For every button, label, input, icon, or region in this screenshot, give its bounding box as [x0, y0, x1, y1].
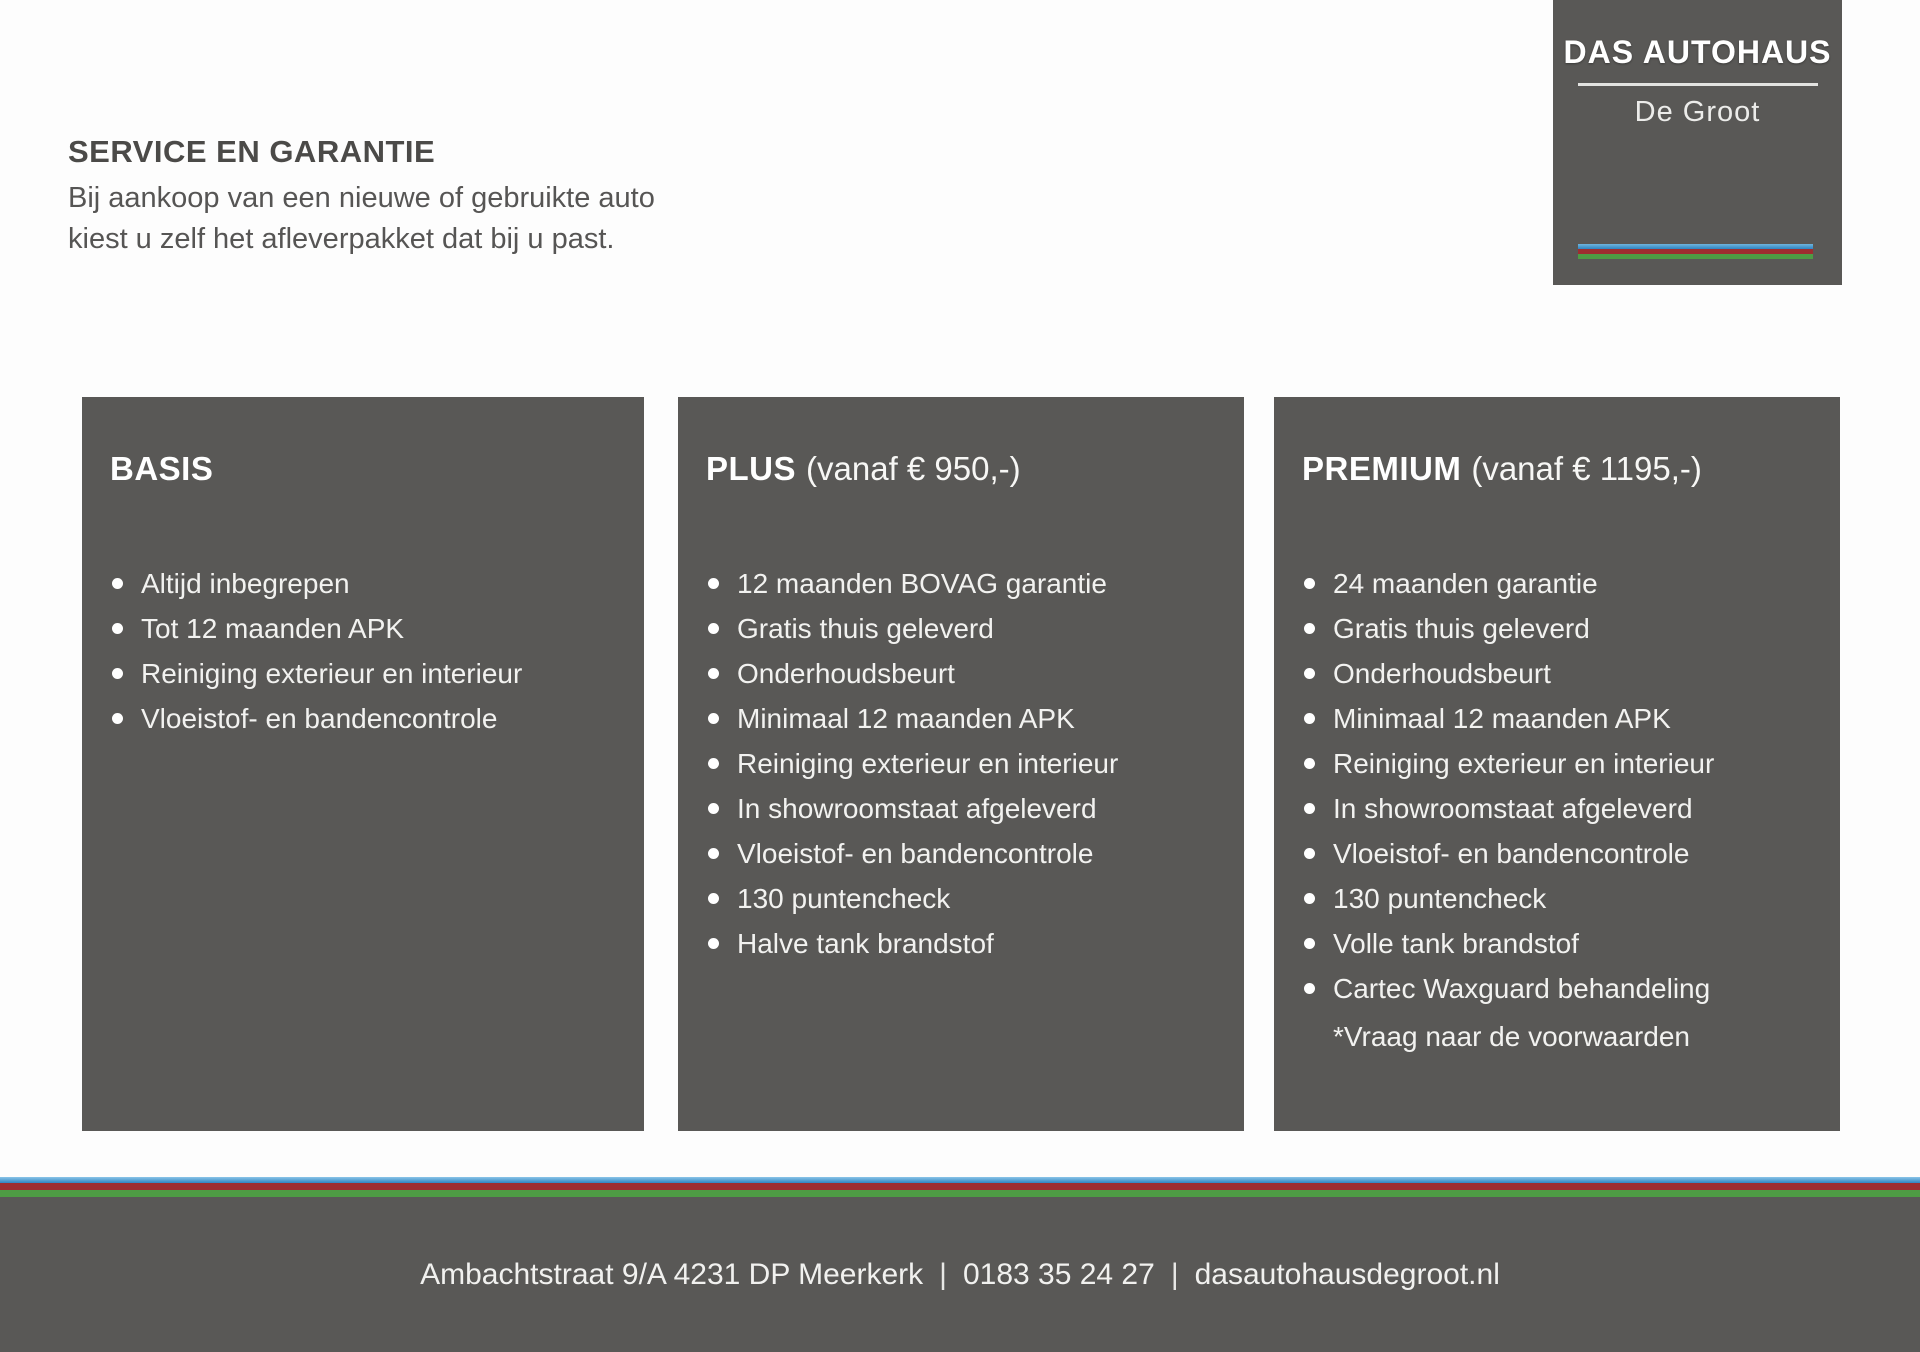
list-item-label: 130 puntencheck [1333, 882, 1547, 914]
card-price: (vanaf € 1195,-) [1471, 450, 1702, 487]
bullet-icon [1304, 938, 1315, 949]
bullet-icon [1304, 578, 1315, 589]
footer-divider: | [1170, 1257, 1179, 1291]
bullet-icon [1304, 848, 1315, 859]
list-item [708, 741, 1222, 786]
list-item-label: Gratis thuis geleverd [1333, 612, 1590, 644]
card-items-list [708, 561, 1222, 966]
bullet-icon [708, 623, 719, 634]
list-item [708, 651, 1222, 696]
list-item-label: Onderhoudsbeurt [1333, 657, 1551, 689]
list-item-label: Onderhoudsbeurt [737, 657, 955, 689]
list-item-label: Altijd inbegrepen [141, 567, 350, 599]
list-item [708, 921, 1222, 966]
list-item-label: 24 maanden garantie [1333, 567, 1598, 599]
list-item [708, 786, 1222, 831]
bullet-icon [1304, 803, 1315, 814]
bullet-icon [708, 848, 719, 859]
bullet-icon [1304, 713, 1315, 724]
list-item-label: 12 maanden BOVAG garantie [737, 567, 1107, 599]
card-header [706, 449, 1222, 489]
list-item [112, 561, 622, 606]
list-item-label: Vloeistof- en bandencontrole [141, 702, 498, 734]
list-item [112, 651, 622, 696]
footer-bar [0, 1197, 1920, 1352]
card-footnote: *Vraag naar de voorwaarden [1333, 1021, 1690, 1052]
list-item [708, 831, 1222, 876]
footer-address: Ambachtstraat 9/A 4231 DP Meerkerk [420, 1257, 924, 1291]
divider-stripe-red [0, 1183, 1920, 1190]
bullet-icon [1304, 758, 1315, 769]
bullet-icon [708, 668, 719, 679]
card-title: PLUS [706, 450, 797, 487]
page-subtitle [68, 178, 655, 260]
list-item-label: Gratis thuis geleverd [737, 612, 994, 644]
card-items-list [1304, 561, 1818, 1011]
list-item [708, 696, 1222, 741]
bullet-icon [112, 668, 123, 679]
bullet-icon [112, 578, 123, 589]
list-item [1304, 606, 1818, 651]
list-item [1304, 696, 1818, 741]
list-item [708, 606, 1222, 651]
list-item-label: Minimaal 12 maanden APK [737, 702, 1075, 734]
list-item-label: Cartec Waxguard behandeling [1333, 972, 1711, 1004]
logo-underline [1578, 83, 1818, 86]
list-item [1304, 741, 1818, 786]
bullet-icon [1304, 893, 1315, 904]
bullet-icon [1304, 668, 1315, 679]
list-item-label: Reiniging exterieur en interieur [141, 657, 523, 689]
list-item-label: Volle tank brandstof [1333, 927, 1579, 959]
list-item-label: In showroomstaat afgeleverd [1333, 792, 1693, 824]
card-title: PREMIUM [1302, 450, 1462, 487]
footer-website: dasautohausdegroot.nl [1194, 1257, 1500, 1291]
divider-stripe-green [0, 1190, 1920, 1197]
list-item [1304, 786, 1818, 831]
bullet-icon [1304, 623, 1315, 634]
page-subtitle-line2: kiest u zelf het afleverpakket dat bij u past. [68, 223, 615, 255]
list-item [1304, 831, 1818, 876]
package-card-plus [678, 397, 1244, 1131]
logo-stripes [1578, 244, 1813, 259]
footer-divider: | [939, 1257, 947, 1291]
dealer-name: De Groot [1634, 96, 1761, 128]
bullet-icon [708, 938, 719, 949]
page-header [68, 134, 655, 260]
list-item-label: Vloeistof- en bandencontrole [1333, 837, 1690, 869]
list-item [708, 561, 1222, 606]
card-title: BASIS [110, 450, 214, 487]
bullet-icon [708, 893, 719, 904]
page-title: SERVICE EN GARANTIE [68, 134, 436, 169]
logo-stripe-green [1578, 254, 1813, 259]
page-subtitle-line1: Bij aankoop van een nieuwe of gebruikte auto [68, 182, 655, 214]
package-card-basis [82, 397, 644, 1131]
list-item-label: Minimaal 12 maanden APK [1333, 702, 1671, 734]
card-header [110, 449, 622, 489]
list-item [1304, 561, 1818, 606]
list-item-label: Vloeistof- en bandencontrole [737, 837, 1094, 869]
list-item [112, 606, 622, 651]
list-item-label: Reiniging exterieur en interieur [737, 747, 1119, 779]
list-item [1304, 966, 1818, 1011]
footer-phone: 0183 35 24 27 [962, 1257, 1155, 1291]
list-item-label: 130 puntencheck [737, 882, 951, 914]
list-item [1304, 876, 1818, 921]
bullet-icon [112, 713, 123, 724]
bullet-icon [1304, 983, 1315, 994]
bullet-icon [112, 623, 123, 634]
logo-panel [1553, 0, 1842, 285]
list-item [708, 876, 1222, 921]
bullet-icon [708, 758, 719, 769]
list-item-label: Reiniging exterieur en interieur [1333, 747, 1715, 779]
bullet-icon [708, 713, 719, 724]
card-header [1302, 449, 1818, 489]
card-items-list [112, 561, 622, 741]
brand-name: DAS AUTOHAUS [1563, 34, 1832, 70]
bullet-icon [708, 578, 719, 589]
list-item [1304, 921, 1818, 966]
bullet-icon [708, 803, 719, 814]
list-item-label: Halve tank brandstof [737, 927, 994, 959]
list-item [1304, 651, 1818, 696]
package-card-premium [1274, 397, 1840, 1131]
list-item-label: Tot 12 maanden APK [141, 612, 405, 644]
list-item [112, 696, 622, 741]
list-item-label: In showroomstaat afgeleverd [737, 792, 1097, 824]
card-price: (vanaf € 950,-) [806, 450, 1021, 487]
